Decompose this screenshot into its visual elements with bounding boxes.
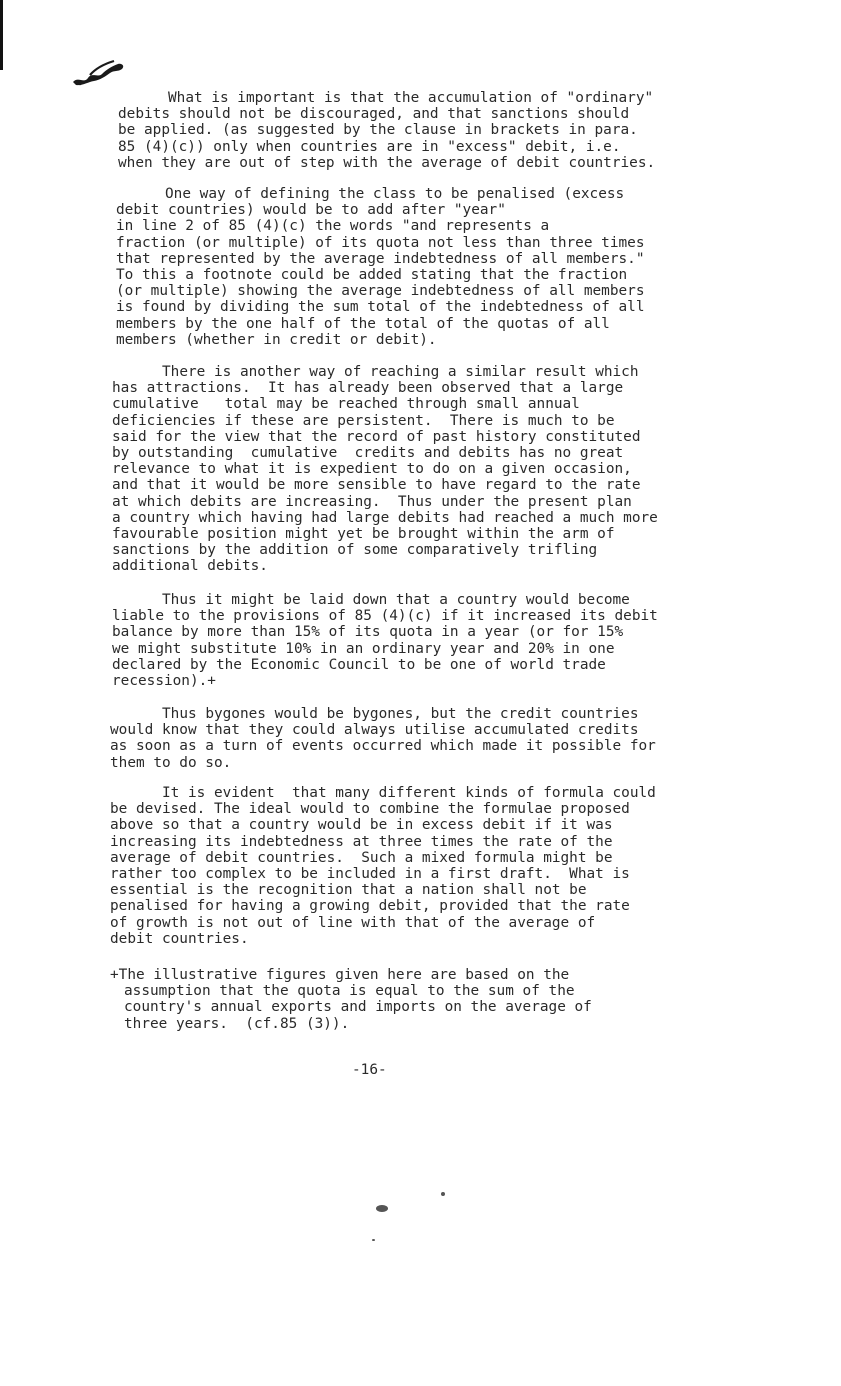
- ink-scribble-mark: [70, 56, 130, 88]
- text-line: It is evident that many different kinds of formula could: [162, 785, 656, 801]
- text-line: penalised for having a growing debit, provided that the rate: [110, 898, 630, 915]
- text-line: when they are out of step with the average of debit countries.: [118, 154, 656, 171]
- paragraph-ordinary-debits: [0, 90, 841, 171]
- text-line: rather too complex to be included in a first draft. What is: [110, 865, 630, 882]
- text-line: as soon as a turn of events occurred which made it possible for: [110, 738, 656, 755]
- page-number: -16-: [352, 1062, 387, 1078]
- text-line: debit countries) would be to add after "year": [116, 202, 506, 219]
- paragraph-formula-devised: [0, 785, 841, 947]
- text-line: at which debits are increasing. Thus under the present plan: [112, 493, 632, 510]
- text-line: recession).+: [112, 672, 216, 689]
- text-line: additional debits.: [112, 558, 268, 575]
- text-line: increasing its indebtedness at three times the rate of the: [110, 833, 613, 850]
- text-line: in line 2 of 85 (4)(c) the words "and represents a: [116, 218, 550, 235]
- text-line: sanctions by the addition of some comparatively trifling: [112, 542, 598, 559]
- text-line: To this a footnote could be added stating that the fraction: [116, 266, 628, 283]
- text-line: assumption that the quota is equal to the sum of the: [124, 983, 575, 1000]
- text-line: fraction (or multiple) of its quota not less than three times: [116, 234, 645, 251]
- text-line: debit countries.: [110, 930, 249, 947]
- text-line: Thus bygones would be bygones, but the credit countries: [162, 706, 639, 722]
- text-line: three years. (cf.85 (3)).: [124, 1015, 350, 1032]
- text-line: is found by dividing the sum total of the indebtedness of all: [116, 299, 645, 316]
- text-line: would know that they could always utilise accumulated credits: [110, 722, 639, 739]
- scan-speck: [372, 1239, 375, 1241]
- text-line: of growth is not out of line with that of the average of: [110, 914, 596, 931]
- text-line: by outstanding cumulative credits and debits has no great: [112, 444, 624, 461]
- text-line: declared by the Economic Council to be one of world trade: [112, 656, 606, 673]
- text-line: them to do so.: [110, 754, 232, 771]
- paragraph-defining-excess-debit: [0, 186, 841, 348]
- text-line: (or multiple) showing the average indebtedness of all members: [116, 283, 645, 300]
- text-line: said for the view that the record of past history constituted: [112, 428, 641, 445]
- text-line: What is important is that the accumulation of "ordinary": [168, 90, 654, 106]
- text-line: that represented by the average indebtedness of all members.": [116, 250, 645, 267]
- paragraph-fifteen-percent-rule: [0, 592, 841, 689]
- text-line: balance by more than 15% of its quota in a year (or for 15%: [112, 624, 624, 641]
- scan-speck: [376, 1205, 388, 1212]
- footnote-illustrative-figures: [0, 967, 841, 1032]
- page-edge-shadow: [0, 0, 3, 70]
- text-line: be applied. (as suggested by the clause in brackets in para.: [118, 122, 638, 139]
- text-line: cumulative total may be reached through small annual: [112, 396, 580, 413]
- text-line: debits should not be discouraged, and that sanctions should: [118, 106, 630, 123]
- scan-speck: [441, 1192, 445, 1196]
- text-line: a country which having had large debits had reached a much more: [112, 509, 658, 526]
- text-line: essential is the recognition that a nation shall not be: [110, 882, 587, 899]
- text-line: country's annual exports and imports on the average of: [124, 999, 592, 1016]
- text-line: be devised. The ideal would to combine the formulae proposed: [110, 801, 630, 818]
- text-line: has attractions. It has already been observed that a large: [112, 380, 624, 397]
- text-line: average of debit countries. Such a mixed formula might be: [110, 849, 613, 866]
- text-line: members by the one half of the total of the quotas of all: [116, 315, 610, 332]
- text-line: 85 (4)(c)) only when countries are in "excess" debit, i.e.: [118, 138, 621, 155]
- paragraph-bygones: [0, 706, 841, 771]
- text-line: +The illustrative figures given here are based on the: [110, 967, 570, 983]
- text-line: above so that a country would be in excess debit if it was: [110, 817, 613, 834]
- text-line: and that it would be more sensible to have regard to the rate: [112, 477, 641, 494]
- text-line: Thus it might be laid down that a country would become: [162, 592, 630, 608]
- paragraph-rate-of-increase: [0, 364, 841, 574]
- text-line: we might substitute 10% in an ordinary year and 20% in one: [112, 640, 615, 657]
- text-line: favourable position might yet be brought within the arm of: [112, 525, 615, 542]
- text-line: deficiencies if these are persistent. There is much to be: [112, 412, 615, 429]
- text-line: One way of defining the class to be penalised (excess: [165, 186, 625, 202]
- text-line: There is another way of reaching a similar result which: [162, 364, 639, 380]
- text-line: liable to the provisions of 85 (4)(c) if it increased its debit: [112, 608, 658, 625]
- text-line: members (whether in credit or debit).: [116, 331, 437, 348]
- text-line: relevance to what it is expedient to do on a given occasion,: [112, 461, 632, 478]
